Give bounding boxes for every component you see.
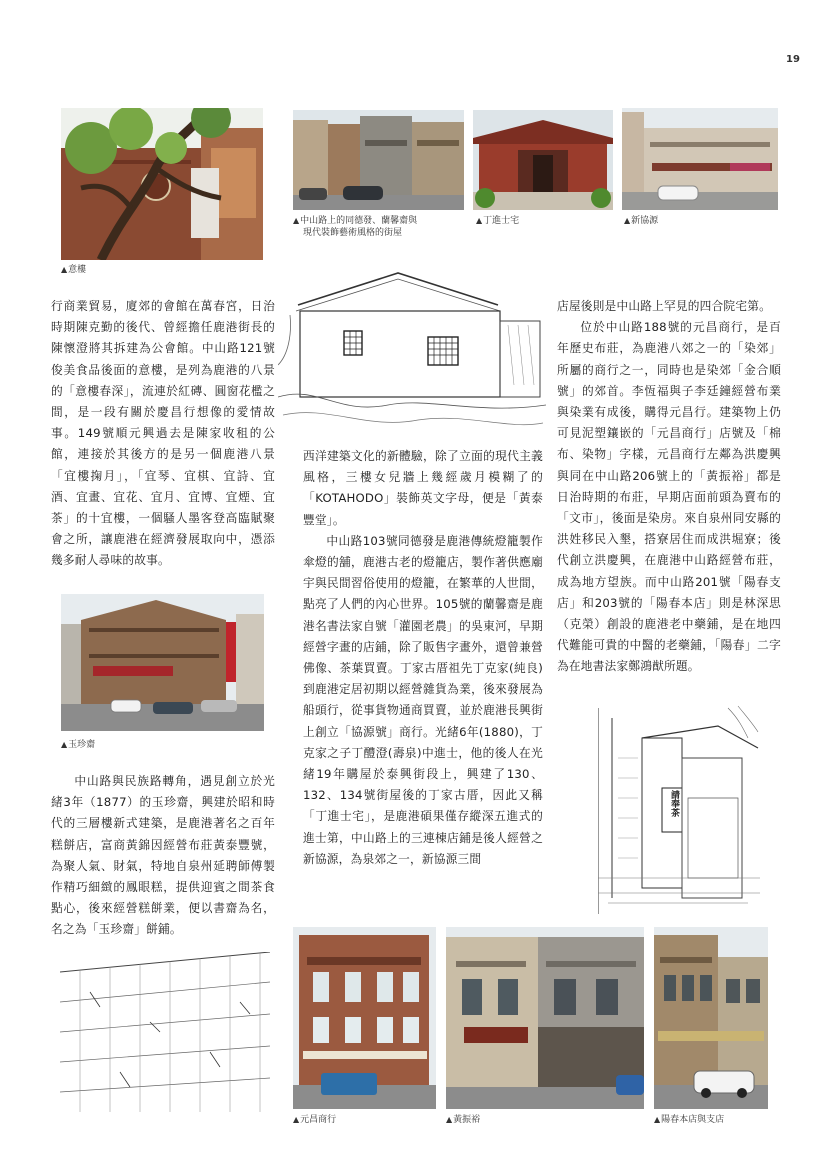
triangle-icon: ▲ bbox=[476, 216, 483, 225]
caption-tongdefa-line2: 現代裝飾藝術風格的街屋 bbox=[303, 228, 403, 238]
signboard-qingfengcha: 請奉茶 bbox=[669, 790, 679, 817]
photo-yangchun bbox=[654, 927, 768, 1109]
caption-yangchun: ▲陽春本店與支店 bbox=[654, 1115, 725, 1125]
triangle-icon: ▲ bbox=[293, 216, 300, 225]
photo-tongdefa bbox=[293, 110, 464, 210]
photo-dingjinshi bbox=[473, 110, 613, 210]
triangle-icon: ▲ bbox=[61, 740, 68, 749]
caption-tongdefa: ▲中山路上的同德發、蘭馨齋與 bbox=[293, 216, 418, 226]
triangle-icon: ▲ bbox=[654, 1115, 661, 1124]
caption-huangzhenyu: ▲黃振裕 bbox=[446, 1115, 481, 1125]
sketch-house bbox=[278, 265, 546, 443]
column-1-top bbox=[51, 296, 275, 572]
page-number: 19 bbox=[786, 54, 800, 65]
paragraph: 中山路103號同德發是鹿港傳統燈籠製作傘燈的舖，鹿港古老的燈籠店，製作著供應廟宇與民間習俗使用的燈籠，在繁華的人世間，點亮了人們的內心世界。105號的蘭馨齋是鹿港名書法家自號「灌園老農」的吳東河，早期經營字畫的店鋪，除了販售字畫外，還曾兼營佛像、茶葉買賣。丁家古厝祖先丁克家(純良)到鹿港定居初期以經營雜貨為業，後來發展為船頭行，從事貨物通商買賣，並於鹿港長興街上創立「協源號」商行。光緒6年(1880)，丁克家之子丁醴澄(壽泉)中進士，他的後人在光緒19年購屋於泰興街段上，興建了130、132、134號街屋後的丁家古厝，因此又稱「丁進士宅」，是鹿港碩果僅存縱深五進式的進士第，中山路上的三連棟店鋪是後人經營之新協源，為泉郊之一，新協源三間 bbox=[303, 533, 543, 866]
paragraph: 行商業貿易，廈郊的會館在萬春宮，日治時期陳克勤的後代、曾經擔任鹿港街長的陳懷澄將其拆建為公會館。中山路121號俊美食品後面的意樓，是列為鹿港的八景的「意樓春深」，流連於紅磚、圓窗花檻之間，是一段有關於慶昌行想像的愛情故事。149號順元興過去是陳家收租的公館，連接於其後方的是另一個鹿港八景「宜樓掬月」，「宜琴、宜棋、宜詩、宜酒、宜畫、宜花、宜月、宜博、宜煙、宜茶」的十宜樓，一個騷人墨客登高臨賦聚會之所，讓鹿港在經濟發展取向中，憑添幾多耐人尋味的故事。 bbox=[51, 299, 275, 568]
photo-xinxieyuan bbox=[622, 108, 778, 210]
photo-yuanchang bbox=[293, 927, 436, 1109]
triangle-icon: ▲ bbox=[624, 216, 631, 225]
photo-yuzhenzhai bbox=[61, 594, 264, 731]
caption-dingjinshi: ▲丁進士宅 bbox=[476, 216, 520, 226]
sketch-alley bbox=[598, 698, 760, 914]
column-3 bbox=[557, 296, 781, 678]
caption-yuzhenzhai: ▲玉珍齋 bbox=[61, 740, 96, 750]
caption-xinxieyuan: ▲新協源 bbox=[624, 216, 659, 226]
photo-huangzhenyu bbox=[446, 927, 644, 1109]
triangle-icon: ▲ bbox=[446, 1115, 453, 1124]
triangle-icon: ▲ bbox=[293, 1115, 300, 1124]
caption-yilou: ▲意樓 bbox=[61, 265, 87, 275]
column-2 bbox=[303, 446, 543, 870]
column-1-bottom bbox=[51, 771, 275, 941]
paragraph: 位於中山路188號的元昌商行，是百年歷史布莊，為鹿港八郊之一的「染郊」所屬的商行之一，同時也是染郊「金合順號」的郊首。李恆福與子李廷鐘經營布業與染業有成後，購得元昌行。建築物上仍可見泥塑鑲嵌的「元昌商行」店號及「棉布、染物」字樣，元昌商行左鄰為洪慶興與同在中山路206號上的「黃振裕」都是日治時期的布莊，早期店面前頭為賣布的「文市」，後面是染房。來自泉州同安縣的洪姓移民入墾，搭寮居住而成洪堀寮；後代創立洪慶興，在鹿港中山路經營布莊，成為地方望族。而中山路201號「陽春支店」和203號的「陽春本店」則是林深思（克榮）創設的鹿港老中藥鋪，是在地四代難能可貴的中醫的老藥鋪，「陽春」二字為在地書法家鄭鴻猷所題。 bbox=[557, 320, 781, 674]
paragraph: 中山路與民族路轉角，遇見創立於光緒3年（1877）的玉珍齋，興建於昭和時代的三層樓新式建築，是鹿港著名之百年糕餅店，富商黃錦因經營布莊黃泰豐號，為聚人氣、財氣，特地自泉州延聘師傅製作精巧細緻的鳳眼糕，提供迎賓之間茶食點心，後來經營糕餅業，便以書齋為名，名之為「玉珍齋」餅鋪。 bbox=[51, 774, 275, 937]
caption-yuanchang: ▲元昌商行 bbox=[293, 1115, 337, 1125]
photo-yilou bbox=[61, 108, 263, 260]
paragraph: 店屋後則是中山路上罕見的四合院宅第。 bbox=[557, 299, 771, 313]
paragraph: 西洋建築文化的新體驗，除了立面的現代主義風格，三樓女兒牆上幾經歲月模糊了的「KOTAHODO」裝飾英文字母，便是「黃泰豐堂」。 bbox=[303, 449, 543, 527]
sketch-stone-wall bbox=[60, 952, 270, 1112]
triangle-icon: ▲ bbox=[61, 265, 68, 274]
